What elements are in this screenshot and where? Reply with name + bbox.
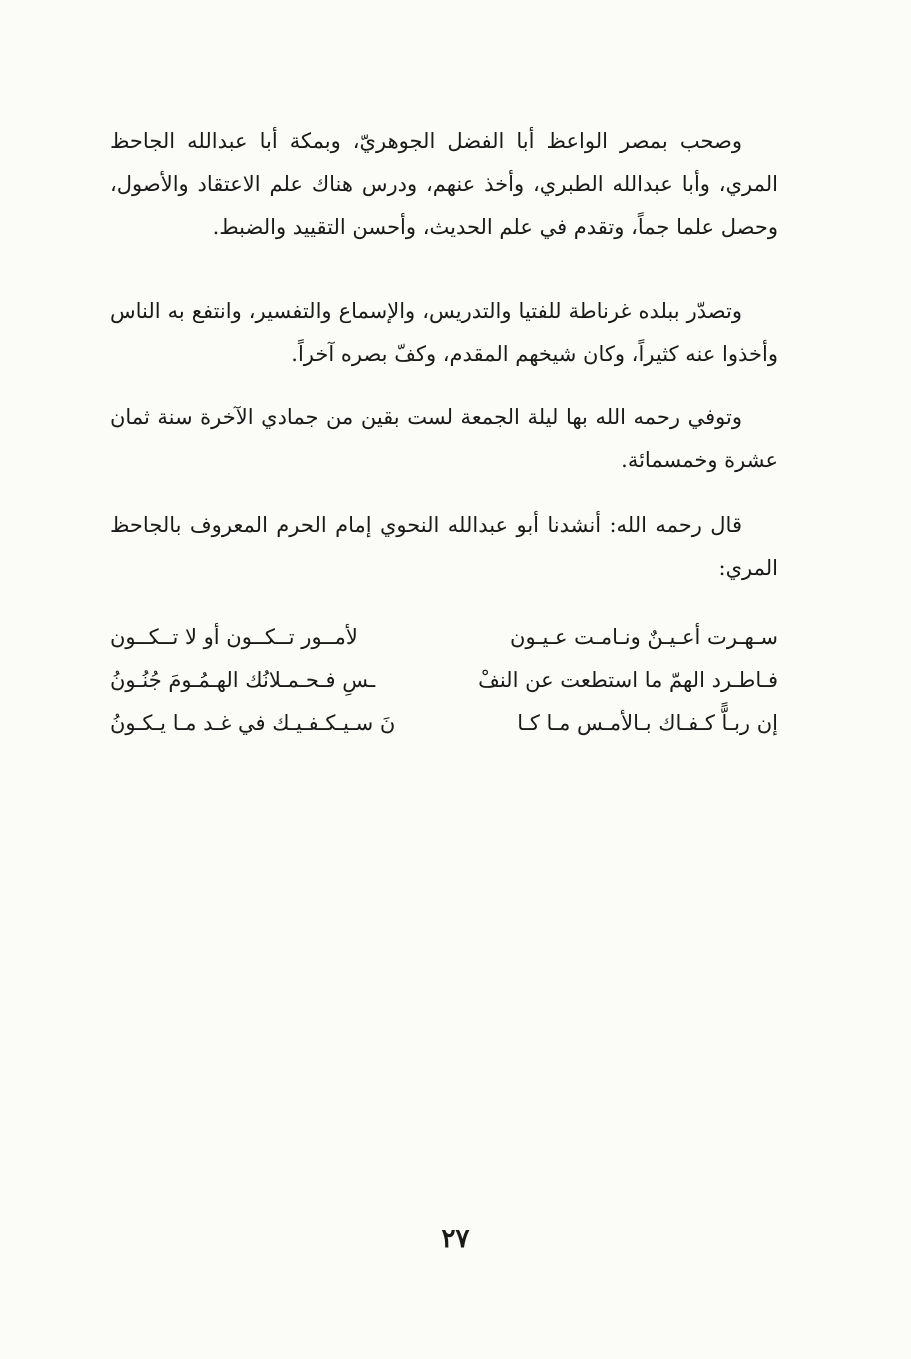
paragraph-death — [110, 396, 778, 482]
paragraph-text: وصحب بمصر الواعظ أبا الفضل الجوهريّ، وبمكة أبا عبدالله الجاحظ المري، وأبا عبدالله الطبري، وأخذ عنهم، ودرس هناك علم الاعتقاد والأصول، وحصل علما جماً، وتقدم في علم الحديث، وأحسن التقييد والضبط. — [110, 129, 778, 239]
paragraph-companions — [110, 120, 778, 249]
page-number: ٢٧ — [441, 1224, 470, 1254]
poem — [110, 616, 778, 745]
poem-verse — [110, 659, 778, 702]
verse-second-hemistich: لأمــور تــكــون أو لا تــكــون — [110, 625, 358, 649]
poem-verse — [110, 616, 778, 659]
paragraph-text: وتوفي رحمه الله بها ليلة الجمعة لست بقين من جمادي الآخرة سنة ثمان عشرة وخمسمائة. — [110, 405, 778, 472]
paragraph-text: قال رحمه الله: أنشدنا أبو عبدالله النحوي إمام الحرم المعروف بالجاحظ المري: — [110, 513, 778, 580]
verse-first-hemistich: إن ربـاًّ كـفـاك بـالأمـس مـا كـا — [517, 711, 778, 735]
verse-second-hemistich: ـسِ فـحـمـلانُك الهـمُـومَ جُنُـونُ — [110, 668, 376, 692]
poem-verse — [110, 702, 778, 745]
paragraph-text: وتصدّر ببلده غرناطة للفتيا والتدريس، والإسماع والتفسير، وانتفع به الناس وأخذوا عنه كثيراً، وكان شيخهم المقدم، وكفّ بصره آخراً. — [110, 299, 778, 366]
verse-first-hemistich: فـاطـرد الهمّ ما استطعت عن النفْ — [478, 668, 778, 692]
verse-first-hemistich: سـهـرت أعـيـنٌ ونـامـت عـيـون — [510, 625, 778, 649]
paragraph-teaching — [110, 290, 778, 376]
paragraph-poem-intro — [110, 504, 778, 590]
verse-second-hemistich: نَ سـيـكـفـيـك في غـد مـا يـكـونُ — [110, 711, 396, 735]
